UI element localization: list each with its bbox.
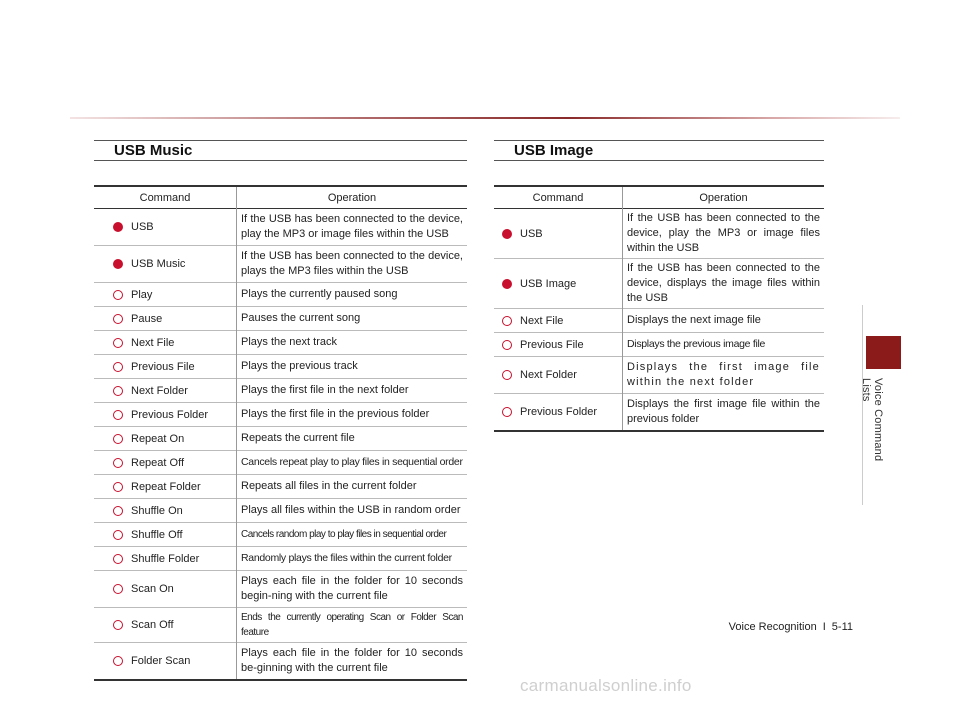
table-row bbox=[94, 403, 467, 427]
usb-music-title: USB Music bbox=[94, 140, 467, 161]
table-row bbox=[94, 307, 467, 331]
hollow-circle-icon bbox=[113, 506, 123, 516]
hollow-circle-icon bbox=[113, 482, 123, 492]
hollow-circle-icon bbox=[502, 340, 512, 350]
command-text: Shuffle Off bbox=[131, 528, 183, 541]
table-row bbox=[494, 357, 824, 394]
hollow-circle-icon bbox=[113, 362, 123, 372]
operation-text: Plays the first file in the next folder bbox=[241, 384, 409, 396]
footer-section: Voice Recognition bbox=[728, 621, 817, 633]
command-text: Repeat On bbox=[131, 432, 185, 445]
page-number: 5-11 bbox=[831, 621, 853, 633]
operation-text: If the USB has been connected to the device, play the MP3 or image files within the USB bbox=[627, 212, 820, 254]
table-row bbox=[94, 427, 467, 451]
usb-image-section bbox=[494, 140, 824, 432]
operation-text: If the USB has been connected to the device, play the MP3 or image files within the USB bbox=[241, 213, 463, 240]
hollow-circle-icon bbox=[113, 620, 123, 630]
hollow-circle-icon bbox=[502, 370, 512, 380]
top-rule bbox=[70, 117, 900, 119]
table-row bbox=[494, 209, 824, 259]
hollow-circle-icon bbox=[113, 530, 123, 540]
table-row bbox=[94, 246, 467, 283]
side-divider bbox=[862, 305, 863, 505]
operation-text: Repeats all files in the current folder bbox=[241, 480, 417, 492]
table-row bbox=[94, 523, 467, 547]
command-text: Pause bbox=[131, 312, 163, 325]
table-row bbox=[94, 547, 467, 571]
operation-text: If the USB has been connected to the device, displays the image files within the USB bbox=[627, 262, 820, 304]
operation-text: Displays the previous image file bbox=[627, 338, 766, 350]
table-row bbox=[94, 571, 467, 608]
command-text: USB Image bbox=[520, 277, 577, 290]
filled-circle-icon bbox=[502, 229, 512, 239]
command-text: Previous File bbox=[131, 360, 195, 373]
operation-text: Displays the first image file within the previous folder bbox=[627, 398, 820, 425]
command-header: Command bbox=[94, 186, 237, 209]
command-text: USB bbox=[520, 227, 543, 240]
hollow-circle-icon bbox=[113, 338, 123, 348]
operation-text: Plays each file in the folder for 10 seconds begin-ning with the current file bbox=[241, 575, 463, 602]
hollow-circle-icon bbox=[113, 458, 123, 468]
operation-text: Cancels random play to play files in sequential order bbox=[241, 529, 447, 540]
operation-header: Operation bbox=[327, 191, 377, 204]
command-text: Previous Folder bbox=[131, 408, 209, 421]
operation-text: Plays the first file in the previous folder bbox=[241, 408, 430, 420]
operation-text: Plays all files within the USB in random order bbox=[241, 504, 461, 516]
operation-text: If the USB has been connected to the device, plays the MP3 files within the USB bbox=[241, 250, 463, 277]
table-row bbox=[494, 259, 824, 309]
command-text: Scan Off bbox=[131, 619, 174, 631]
chapter-tab-label: Voice Command Lists bbox=[860, 378, 884, 462]
table-row bbox=[94, 355, 467, 379]
command-header: Command bbox=[494, 186, 623, 209]
watermark: carmanualsonline.info bbox=[520, 676, 692, 695]
hollow-circle-icon bbox=[113, 314, 123, 324]
command-text: Next File bbox=[520, 314, 564, 327]
table-row bbox=[94, 379, 467, 403]
table-row bbox=[494, 309, 824, 333]
command-text: Next Folder bbox=[520, 369, 577, 381]
filled-circle-icon bbox=[113, 259, 123, 269]
operation-text: Plays each file in the folder for 10 seconds be-ginning with the current file bbox=[241, 647, 463, 674]
table-row bbox=[494, 394, 824, 432]
command-text: Shuffle On bbox=[131, 504, 183, 517]
hollow-circle-icon bbox=[502, 316, 512, 326]
usb-image-title: USB Image bbox=[494, 140, 824, 161]
command-text: Play bbox=[131, 288, 153, 301]
table-row bbox=[94, 451, 467, 475]
hollow-circle-icon bbox=[113, 410, 123, 420]
hollow-circle-icon bbox=[113, 584, 123, 594]
operation-text: Plays the currently paused song bbox=[241, 288, 398, 300]
footer-separator: I bbox=[822, 621, 826, 633]
chapter-tab bbox=[866, 336, 901, 369]
hollow-circle-icon bbox=[502, 407, 512, 417]
hollow-circle-icon bbox=[113, 554, 123, 564]
usb-music-section bbox=[94, 140, 467, 681]
operation-text: Displays the next image file bbox=[627, 314, 761, 326]
operation-text: Pauses the current song bbox=[241, 312, 361, 324]
table-row bbox=[94, 499, 467, 523]
table-header-row bbox=[494, 186, 824, 209]
table-row bbox=[94, 283, 467, 307]
hollow-circle-icon bbox=[113, 656, 123, 666]
usb-image-table bbox=[494, 185, 824, 432]
operation-header: Operation bbox=[699, 191, 748, 204]
hollow-circle-icon bbox=[113, 386, 123, 396]
command-text: Next Folder bbox=[131, 384, 188, 397]
command-text: USB Music bbox=[131, 258, 186, 270]
hollow-circle-icon bbox=[113, 434, 123, 444]
command-text: Shuffle Folder bbox=[131, 552, 200, 565]
filled-circle-icon bbox=[113, 222, 123, 232]
table-row bbox=[94, 643, 467, 681]
usb-music-table bbox=[94, 185, 467, 681]
hollow-circle-icon bbox=[113, 290, 123, 300]
command-text: Previous Folder bbox=[520, 406, 598, 418]
command-text: Repeat Folder bbox=[131, 480, 201, 493]
table-header-row bbox=[94, 186, 467, 209]
table-row bbox=[94, 331, 467, 355]
table-row bbox=[94, 608, 467, 643]
command-text: Scan On bbox=[131, 583, 174, 595]
operation-text: Displays the first image file within the next folder bbox=[627, 361, 820, 388]
page-footer bbox=[729, 621, 853, 633]
command-text: Repeat Off bbox=[131, 456, 184, 469]
command-text: Next File bbox=[131, 336, 175, 349]
command-text: Folder Scan bbox=[131, 655, 191, 667]
operation-text: Cancels repeat play to play files in sequential order bbox=[241, 456, 463, 468]
filled-circle-icon bbox=[502, 279, 512, 289]
operation-text: Randomly plays the files within the current folder bbox=[241, 552, 452, 564]
operation-text: Repeats the current file bbox=[241, 432, 355, 444]
command-text: Previous File bbox=[520, 338, 584, 351]
table-row bbox=[494, 333, 824, 357]
operation-text: Plays the next track bbox=[241, 336, 337, 348]
table-row bbox=[94, 475, 467, 499]
operation-text: Plays the previous track bbox=[241, 360, 358, 372]
command-text: USB bbox=[131, 221, 154, 233]
table-row bbox=[94, 209, 467, 246]
operation-text: Ends the currently operating Scan or Folder Scan feature bbox=[241, 612, 463, 638]
